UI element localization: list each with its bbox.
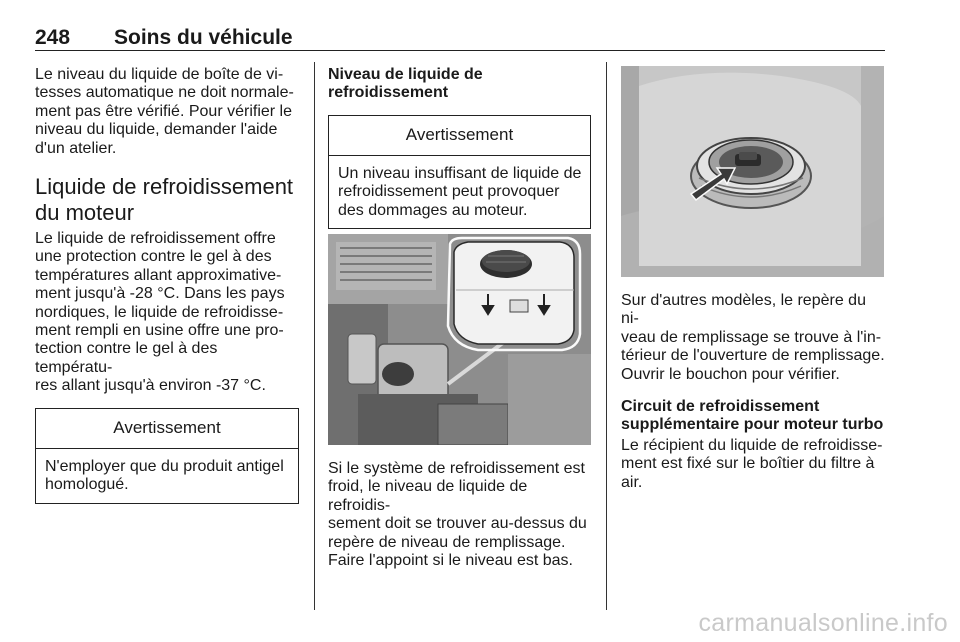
text-line: homologué.	[45, 476, 129, 494]
column-1	[35, 66, 299, 504]
coolant-reservoir-photo	[328, 234, 591, 445]
page-number: 248	[35, 26, 71, 49]
warning-box-level	[328, 115, 591, 229]
text-line: veau de remplissage se trouve à l'in-	[621, 328, 882, 346]
heading-line: Niveau de liquide de	[328, 66, 483, 83]
text-line: térieur de l'ouverture de remplissage.	[621, 347, 885, 365]
text-line: Le récipient du liquide de refroidisse-	[621, 436, 883, 454]
text-line: nordiques, le liquide de refroidisse-	[35, 303, 284, 321]
level-paragraph	[328, 460, 591, 570]
warning-text	[329, 156, 590, 228]
text-line: Un niveau insuffisant de liquide de	[338, 164, 582, 182]
heading-line: Liquide de refroidissement	[35, 174, 294, 200]
section-heading-level	[328, 66, 591, 103]
text-line: températures allant approximative-	[35, 266, 282, 284]
coolant-paragraph	[35, 230, 299, 396]
column-divider-left	[314, 62, 315, 610]
text-line: Faire l'appoint si le niveau est bas.	[328, 552, 573, 570]
text-line: Ouvrir le bouchon pour vérifier.	[621, 365, 840, 383]
text-line: Le liquide de refroidissement offre	[35, 230, 276, 248]
subheading-turbo-circuit	[621, 398, 885, 435]
text-line: sement doit se trouver au-dessus du	[328, 515, 587, 533]
heading-line: du moteur	[35, 200, 135, 226]
column-divider-right	[606, 62, 607, 610]
heading-line: Circuit de refroidissement	[621, 398, 820, 416]
turbo-paragraph	[621, 437, 885, 492]
watermark: carmanualsonline.info	[698, 609, 948, 637]
text-line: Si le système de refroidissement est	[328, 460, 585, 477]
text-line: repère de niveau de remplissage.	[328, 533, 566, 551]
filler-paragraph	[621, 292, 885, 384]
text-line: Le niveau du liquide de boîte de vi-	[35, 66, 284, 83]
filler-opening-photo	[621, 66, 884, 277]
text-line: froid, le niveau de liquide de refroidis-	[328, 478, 528, 514]
section-heading-coolant	[35, 174, 299, 226]
heading-line: refroidissement	[328, 84, 449, 102]
text-line: tection contre le gel à des températu-	[35, 340, 218, 376]
warning-box-antifreeze	[35, 408, 299, 504]
text-line: ment rempli en usine offre une pro-	[35, 322, 284, 340]
text-line: air.	[621, 473, 643, 491]
text-line: Sur d'autres modèles, le repère du ni-	[621, 292, 866, 328]
text-line: res allant jusqu'à environ -37 °C.	[35, 377, 266, 395]
warning-text	[36, 449, 298, 503]
text-line: N'employer que du produit antigel	[45, 457, 284, 475]
text-line: ment pas être vérifié. Pour vérifier le	[35, 102, 292, 120]
text-line: des dommages au moteur.	[338, 201, 528, 219]
warning-title: Avertissement	[36, 409, 298, 449]
text-line: tesses automatique ne doit normale-	[35, 84, 294, 102]
column-2-lower	[328, 460, 591, 570]
text-line: une protection contre le gel à des	[35, 248, 272, 266]
section-title: Soins du véhicule	[114, 26, 293, 49]
text-line: d'un atelier.	[35, 139, 117, 157]
intro-paragraph	[35, 66, 299, 158]
text-line: ment jusqu'à -28 °C. Dans les pays	[35, 285, 285, 303]
header-rule	[35, 50, 885, 51]
column-2	[328, 66, 591, 229]
text-line: ment est fixé sur le boîtier du filtre à	[621, 455, 875, 473]
column-3	[621, 292, 885, 492]
page-header	[35, 26, 885, 50]
warning-title: Avertissement	[329, 116, 590, 156]
text-line: niveau du liquide, demander l'aide	[35, 121, 278, 139]
heading-line: supplémentaire pour moteur turbo	[621, 416, 884, 434]
text-line: refroidissement peut provoquer	[338, 183, 560, 201]
